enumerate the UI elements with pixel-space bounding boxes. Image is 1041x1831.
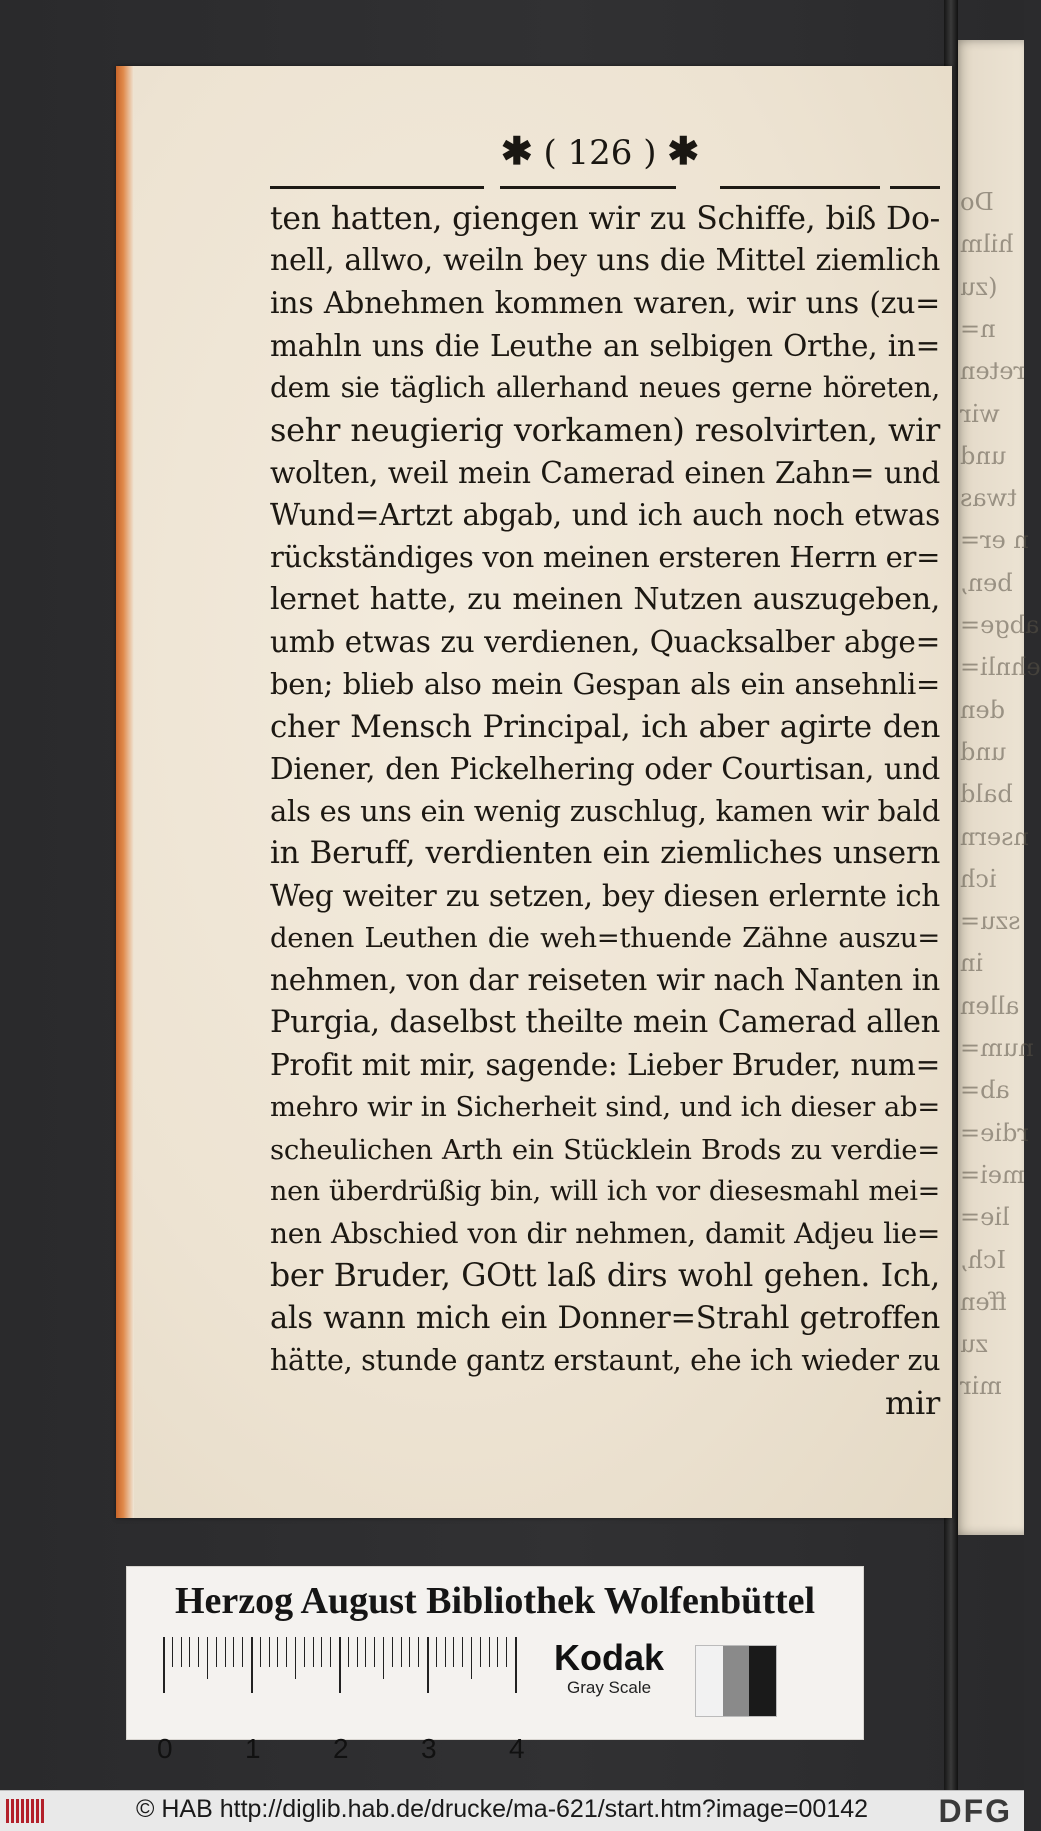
bleed-through-text: nsern xyxy=(960,822,1029,851)
bleed-through-text: twas xyxy=(960,484,1017,513)
ruler-tick xyxy=(418,1637,419,1667)
ruler-tick xyxy=(392,1637,393,1667)
text-line: umb etwas zu verdienen, Quacksalber abge= xyxy=(270,624,940,659)
bleed-through-text: num= xyxy=(960,1034,1034,1062)
text-line: Wund=Artzt abgab, und ich auch noch etwas xyxy=(270,498,940,533)
text-line: mahln uns die Leuthe an selbigen Orthe, in= xyxy=(270,328,940,363)
ruler-tick xyxy=(445,1637,446,1667)
ruler-tick xyxy=(401,1637,402,1667)
text-line: denen Leuthen die weh=thuende Zähne auszu= xyxy=(270,922,940,955)
ruler-tick xyxy=(453,1637,454,1667)
bleed-through-text: zu xyxy=(960,1330,989,1359)
ruler-tick xyxy=(251,1637,253,1693)
ruler-tick xyxy=(365,1637,366,1667)
text-line: Profit mit mir, sagende: Lieber Bruder, num= xyxy=(270,1047,940,1082)
text-line: scheulichen Arth ein Stücklein Brods zu verdie= xyxy=(270,1133,940,1166)
text-line: mir xyxy=(885,1384,940,1423)
ruler-tick xyxy=(269,1637,270,1667)
bleed-through-text: lie= xyxy=(960,1203,1010,1232)
ruler-tick xyxy=(471,1637,472,1679)
text-line: lernet hatte, zu meinen Nutzen auszugeben, xyxy=(270,581,940,617)
ruler-tick xyxy=(497,1637,498,1667)
bleed-through-text: rdie= xyxy=(960,1118,1029,1147)
ruler-tick xyxy=(436,1637,437,1667)
ruler-tick xyxy=(348,1637,349,1667)
dfg-logo: DFG xyxy=(938,1793,1012,1829)
ruler-tick xyxy=(286,1637,287,1667)
page-header xyxy=(470,128,730,178)
text-line: mehro wir in Sicherheit sind, und ich dieser ab= xyxy=(270,1091,940,1124)
ruler-tick xyxy=(427,1637,429,1693)
ruler-tick xyxy=(506,1637,507,1667)
ruler-tick xyxy=(242,1637,243,1667)
ruler-tick xyxy=(304,1637,305,1667)
bleed-through-text: Ich, xyxy=(960,1245,1007,1274)
text-line: als wann mich ein Donner=Strahl getroffen xyxy=(270,1300,940,1336)
ruler-tick xyxy=(295,1637,296,1679)
header-rule xyxy=(500,186,676,189)
ruler-tick xyxy=(172,1637,173,1667)
text-line: wolten, weil mein Camerad einen Zahn= und xyxy=(270,455,940,490)
text-line: als es uns ein wenig zuschlug, kamen wir bald xyxy=(270,794,940,829)
ruler-tick xyxy=(489,1637,490,1667)
header-rule xyxy=(720,186,880,189)
ruler-tick xyxy=(189,1637,190,1667)
bleed-through-text: und xyxy=(960,737,1007,766)
bleed-through-text: in xyxy=(960,949,984,978)
bleed-through-text: reten xyxy=(960,357,1025,386)
ruler-tick xyxy=(216,1637,217,1667)
text-line: nen Abschied von dir nehmen, damit Adjeu lie= xyxy=(270,1217,940,1251)
bleed-through-text: mei= xyxy=(960,1160,1025,1189)
text-line: cher Mensch Principal, ich aber agirte den xyxy=(270,708,940,745)
text-line: nen überdrüßig bin, will ich vor diesesmahl mei= xyxy=(270,1175,940,1207)
bleed-through-text: mir xyxy=(960,1372,1002,1401)
text-line: rückständiges von meinen ersteren Herrn er= xyxy=(270,540,941,575)
header-rule xyxy=(890,186,940,189)
ruler-number: 3 xyxy=(421,1733,437,1764)
gray-swatch xyxy=(723,1646,750,1716)
bleed-through-text: und xyxy=(960,441,1007,470)
footer-bar xyxy=(0,1790,1024,1831)
bleed-through-text: szu= xyxy=(960,907,1021,936)
text-line: Purgia, daselbst theilte mein Camerad allen xyxy=(270,1004,940,1040)
page-text xyxy=(270,198,940,1425)
header-rule xyxy=(270,186,484,189)
bleed-through-text: Do xyxy=(960,188,994,216)
bleed-through-text: ffen xyxy=(960,1287,1007,1316)
gray-swatches xyxy=(695,1645,777,1717)
ruler-tick xyxy=(163,1637,165,1693)
ruler-tick xyxy=(233,1637,234,1667)
bleed-through-text: abge= xyxy=(960,611,1040,639)
color-calibration-card xyxy=(126,1566,864,1764)
ruler-tick xyxy=(313,1637,314,1667)
bleed-through-text: ehnli= xyxy=(960,653,1041,682)
ruler-tick xyxy=(515,1637,517,1693)
gray-swatch xyxy=(749,1646,776,1716)
ruler-tick xyxy=(357,1637,358,1667)
ruler-tick xyxy=(339,1637,341,1693)
bleed-through-text: n er= xyxy=(960,526,1029,555)
bleed-through-text: (zu xyxy=(960,272,998,301)
bleed-through-text: bald xyxy=(960,780,1013,809)
kodak-logo: Kodak xyxy=(554,1637,665,1678)
bleed-through-text: ab= xyxy=(960,1076,1010,1105)
text-line: ten hatten, giengen wir zu Schiffe, biß Do- xyxy=(270,201,940,237)
page-number: ( 126 ) xyxy=(543,133,657,173)
text-line: ben; blieb also mein Gespan als ein ansehnli= xyxy=(270,667,940,702)
text-line: sehr neugierig vorkamen) resolvirten, wir xyxy=(270,411,940,450)
ruler-tick xyxy=(383,1637,384,1679)
ruler-tick xyxy=(480,1637,481,1667)
library-title: Herzog August Bibliothek Wolfenbüttel xyxy=(174,1580,816,1622)
ornament-right-icon: ✱ xyxy=(667,128,700,173)
text-line: dem sie täglich allerhand neues gerne höreten, xyxy=(270,371,940,405)
ruler-tick xyxy=(409,1637,410,1667)
ruler-tick xyxy=(260,1637,261,1667)
bleed-through-text: ben, xyxy=(960,568,1013,597)
ornament-left-icon: ✱ xyxy=(500,128,533,173)
text-line: Weg weiter zu setzen, bey diesen erlernte ich xyxy=(270,878,940,913)
ruler-tick xyxy=(321,1637,322,1667)
gray-scale-label: Gray Scale xyxy=(567,1678,652,1697)
text-line: nell, allwo, weiln bey uns die Mittel ziemlich xyxy=(270,243,940,279)
bleed-through-text: wir xyxy=(960,399,1000,428)
ruler-tick xyxy=(198,1637,199,1667)
ruler-tick xyxy=(207,1637,208,1679)
ruler-number: 1 xyxy=(245,1733,261,1764)
gray-swatch xyxy=(696,1646,723,1716)
bleed-through-text: hilm xyxy=(960,230,1014,259)
ruler-tick xyxy=(225,1637,226,1667)
ruler-tick xyxy=(330,1637,331,1667)
ruler-tick xyxy=(277,1637,278,1667)
bleed-through-text: allen xyxy=(960,991,1020,1020)
text-line: hätte, stunde gantz erstaunt, ehe ich wieder zu xyxy=(270,1344,941,1378)
bleed-through-text: n= xyxy=(960,314,996,343)
copyright-url[interactable]: © HAB http://diglib.hab.de/drucke/ma-621/start.htm?image=00142 xyxy=(136,1795,869,1823)
ruler-number: 0 xyxy=(157,1733,173,1764)
text-line: in Beruff, verdienten ein ziemliches unsern xyxy=(270,835,940,872)
page-red-edge xyxy=(116,66,134,1518)
ruler-tick xyxy=(374,1637,375,1667)
ruler-number: 4 xyxy=(509,1733,525,1764)
ruler-number: 2 xyxy=(333,1733,349,1764)
text-line: ins Abnehmen kommen waren, wir uns (zu= xyxy=(270,285,940,321)
hab-logo-icon xyxy=(6,1799,46,1823)
ruler-tick xyxy=(181,1637,182,1667)
bleed-through-text: ich xyxy=(960,864,997,893)
text-line: Diener, den Pickelhering oder Courtisan, und xyxy=(270,751,940,786)
adjacent-page-edge xyxy=(952,40,1041,1535)
text-line: nehmen, von dar reiseten wir nach Nanten in xyxy=(270,963,940,998)
bleed-through-text: den xyxy=(960,695,1006,724)
ruler-tick xyxy=(462,1637,463,1667)
text-line: ber Bruder, GOtt laß dirs wohl gehen. Ich, xyxy=(270,1258,940,1295)
